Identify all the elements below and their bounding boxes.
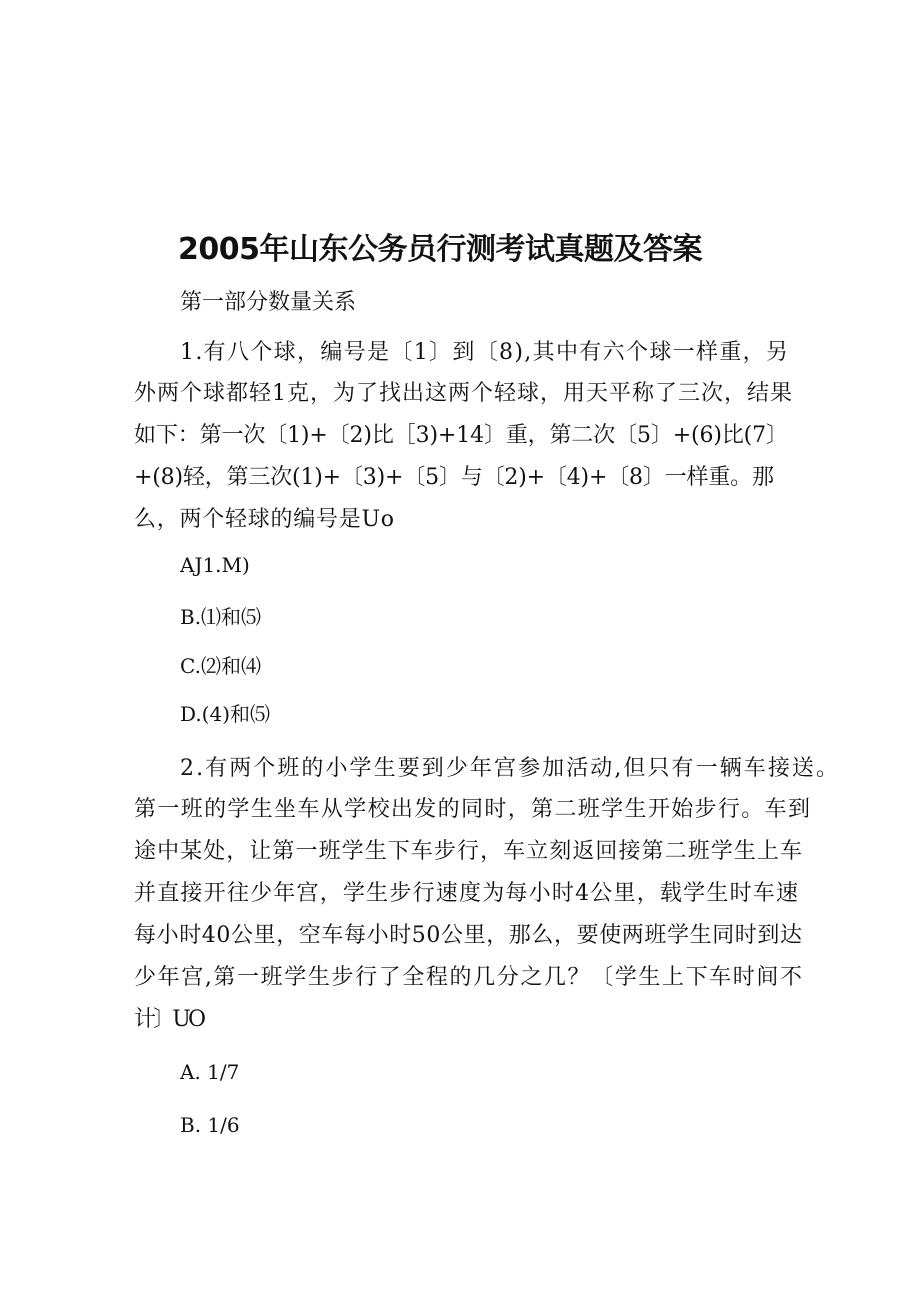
q1-line-2: 外两个球都轻1克，为了找出这两个轻球，用天平称了三次，结果 bbox=[134, 381, 793, 406]
q1-line-1: 1.有八个球，编号是〔1〕到〔8),其中有六个球一样重，另 bbox=[180, 340, 790, 365]
q2-line-5: 每小时40公里，空车每小时50公里，那么，要使两班学生同时到达 bbox=[134, 923, 803, 948]
q2-line-1: 2.有两个班的小学生要到少年宫参加活动,但只有一辆车接送。 bbox=[180, 756, 841, 781]
q2-option-b: B. 1/6 bbox=[180, 1113, 240, 1137]
q2-line-7: 计〕UO bbox=[134, 1007, 204, 1032]
q2-line-6: 少年宫,第一班学生步行了全程的几分之几？〔学生上下车时间不 bbox=[134, 965, 804, 990]
section-heading: 第一部分数量关系 bbox=[180, 290, 357, 315]
q1-option-c: C.⑵和⑷ bbox=[180, 654, 261, 678]
document-title: 2005年山东公务员行测考试真题及答案 bbox=[178, 232, 702, 267]
q1-option-b: B.⑴和⑸ bbox=[180, 605, 262, 629]
q1-line-5: 么，两个轻球的编号是Uo bbox=[134, 507, 395, 532]
q2-line-2: 第一班的学生坐车从学校出发的同时，第二班学生开始步行。车到 bbox=[134, 797, 812, 822]
q2-line-3: 途中某处，让第一班学生下车步行，车立刻返回接第二班学生上车 bbox=[134, 839, 804, 864]
q1-option-a: AJ1.M) bbox=[180, 553, 250, 577]
q1-line-4: +(8)轻，第三次(1)+〔3)+〔5〕与〔2)+〔4)+〔8〕一样重。那 bbox=[134, 465, 774, 490]
q1-line-3: 如下：第一次〔1)+〔2)比［3)+14〕重，第二次〔5〕+(6)比(7〕 bbox=[134, 423, 788, 448]
q1-option-d: D.(4)和⑸ bbox=[180, 702, 271, 726]
q2-line-4: 并直接开往少年宫，学生步行速度为每小时4公里，载学生时车速 bbox=[134, 881, 800, 906]
q2-option-a: A. 1/7 bbox=[180, 1060, 240, 1084]
